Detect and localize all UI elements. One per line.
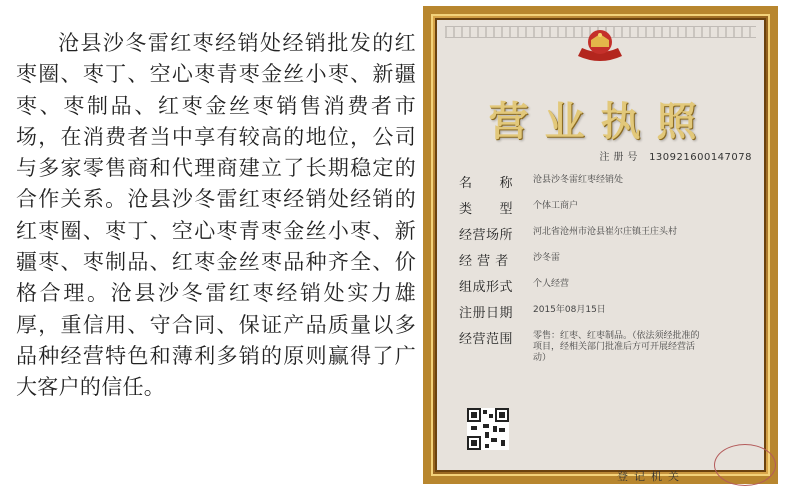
field-value: 零售：红枣、红枣制品。（依法须经批准的项目，经相关部门批准后方可开展经营活动） [533,331,700,363]
field-label: 经营场所 [459,228,514,243]
field-row-form [459,276,756,295]
field-label: 经营范围 [459,332,514,347]
field-label: 名 称 [459,176,514,191]
registration-label: 注册号 [599,152,642,163]
field-row-name [459,172,756,191]
field-value: 2015年08月15日 [533,305,606,315]
registration-number [599,148,752,163]
official-seal-icon [714,444,776,486]
field-label: 组成形式 [459,280,514,295]
field-value: 个人经营 [533,279,570,289]
license-title: 营业执照 [488,98,713,145]
field-label: 注册日期 [459,306,514,321]
intro-paragraph: 沧县沙冬雷红枣经销处经销批发的红枣圈、枣丁、空心枣青枣金丝小枣、新疆枣、枣制品、红枣金丝枣销售消费者市场，在消费者当中享有较高的地位，公司与多家零售商和代理商建立了长期稳定的合作关系。沧县沙冬雷红枣经销处经销的红枣圈、枣丁、空心枣青枣金丝小枣、新疆枣、枣制品、红枣金丝枣品种齐全、价格合理。沧县沙冬雷红枣经销处实力雄厚，重信用、守合同、保证产品质量以多品种经营特色和薄利多销的原则赢得了广大客户的信任。 [16,31,416,400]
field-value: 沙冬雷 [533,253,561,263]
national-emblem-icon [574,26,626,64]
field-label: 类 型 [459,202,514,217]
certificate-frame [423,6,778,484]
field-row-scope [459,328,756,364]
field-row-operator [459,250,756,269]
field-row-address [459,224,756,243]
field-row-date [459,302,756,321]
field-row-type [459,198,756,217]
registration-value: 130921600147078 [649,152,752,163]
qr-code-icon [467,408,509,450]
registration-authority: 登记机关 [617,470,685,483]
business-license [435,18,766,483]
field-value: 河北省沧州市沧县崔尔庄镇王庄头村 [533,227,678,237]
field-value: 个体工商户 [533,201,579,211]
field-value: 沧县沙冬雷红枣经销处 [533,175,624,185]
field-label: 经 营 者 [459,254,509,269]
